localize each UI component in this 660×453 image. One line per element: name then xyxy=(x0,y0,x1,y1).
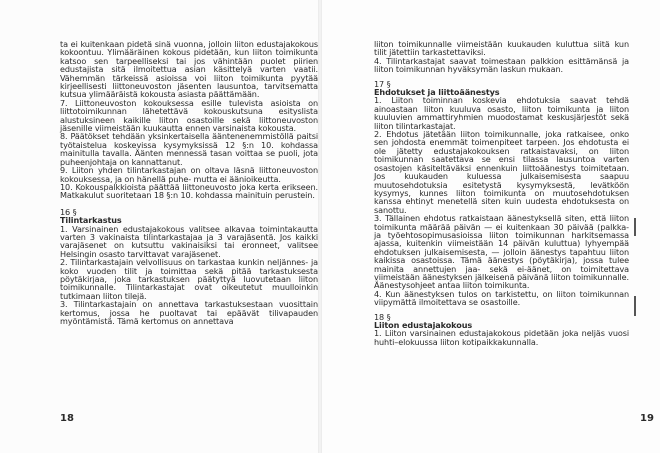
paragraph: 2. Tilintarkastajain velvollisuus on tarkastaa kunkin neljännes- ja koko vuoden tilit ja toimittaa sekä pitää tarkastuksesta pöytäkirjaa, joka tarkastuksen päätyttyä luovutetaan liiton toimikunnalle. Tilintarkastajat ovat oikeutetut muulloinkin tutkimaan liiton tilejä. xyxy=(60,257,318,301)
page-number: 18 xyxy=(60,413,74,424)
paragraph: 10. Kokouspalkkioista päättää liittoneuvosto joka kerta erikseen. Matkakulut suoritetaan 18 §:n 10. kohdassa mainituin perustein. xyxy=(60,181,318,201)
paragraph: ta ei kuitenkaan pidetä sinä vuonna, jolloin liiton edustajakokous kokoontuu. Ylimääräinen kokous pidetään, kun liiton toimikunta katsoo sen tarpeelliseksi tai jos vähintään puolet piirien edustajista sitä ilmoitettua asian käsittelyä varten vaatii. Vähemmän tärkeissä asioissa voi liiton toimikunta pyytää kirjeellisesti liittoneuvoston jäsenten lausuntoa, tarvitsematta kutsua ylimääräistä kokousta asiasta päättämään. xyxy=(60,39,318,100)
section-number: 16 § xyxy=(60,206,77,217)
section-17 xyxy=(374,80,629,307)
paragraph: 7. Liittoneuvoston kokouksessa esille tulevista asioista on liittotoimikunnan lähetettävä kokouskutsuna esityslista alustuksineen kaikille liiton osastoille sekä liittoneuvoston jäsenille viimeistään kuukautta ennen varsinaista kokousta. xyxy=(60,97,318,134)
left-page xyxy=(0,0,318,453)
margin-mark xyxy=(634,218,636,236)
right-page xyxy=(322,0,660,453)
paragraph: 8. Päätökset tehdään yksinkertaisella ääntenenemmistöllä paitsi työtaistelua koskevissa kysymyksissä 12 §:n 10. kohdassa mainitulla tavalla. Äänten mennessä tasan voittaa se puoli, jota puheenjohtaja on kannattanut. xyxy=(60,131,318,167)
paragraph: 1. Liiton varsinainen edustajakokous pidetään joka neljäs vuosi huhti–elokuussa liiton kotipaikkakunnalla. xyxy=(374,328,629,347)
page-number: 19 xyxy=(640,413,654,424)
section-number: 18 § xyxy=(374,311,391,322)
paragraph: 1. Liiton toiminnan koskevia ehdotuksia saavat tehdä ainoastaan liiton kuuluva osasto, liiton toimikunta ja liiton kuuluvien ammattiryhmien muodostamat keskusjärjestöt sekä liiton tilintarkastajat. xyxy=(374,95,629,131)
left-text-column xyxy=(60,40,318,325)
paragraph: 1. Varsinainen edustajakokous valitsee alkavaa toimintakautta varten 3 vakinaista tilintarkastajaa ja 3 varajäsentä. Jos kaikki varajäsenet on kutsuttu vakinaisiksi tai eronneet, valitsee Helsingin osasto tarvittavat varajäsenet. xyxy=(60,223,318,259)
margin-mark xyxy=(634,296,636,316)
section-18 xyxy=(374,313,629,347)
section-title: Ehdotukset ja liittoäänestys xyxy=(374,87,500,98)
right-text-column xyxy=(374,40,629,346)
paragraph: 4. Kun äänestyksen tulos on tarkistettu, on liiton toimikunnan viipymättä ilmoitettava se osastoille. xyxy=(374,288,629,308)
paragraph: liiton toimikunnalle viimeistään kuukauden kuluttua siitä kun tilit jätettiin tarkastettaviksi. xyxy=(374,39,629,58)
section-number: 17 § xyxy=(374,78,391,89)
paragraph: 9. Liiton yhden tilintarkastajan on oltava läsnä liittoneuvoston kokouksessa, ja on hänellä puhe- mutta ei äänioikeutta. xyxy=(60,165,318,184)
section-16 xyxy=(60,208,318,326)
paragraph: 3. Tällainen ehdotus ratkaistaan äänestyksellä siten, että liiton toimikunta määrää päivän — ei kuitenkaan 30 päivää (palkka- ja työehtosopimusasioissa liiton toimikunnan harkitsemassa ajassa, kuitenkin viimeistään 14 päivän kuluttua) lyhyempää ehdotuksen julkaisemisesta, — jolloin äänestys tapahtuu liiton kaikissa osastoissa. Tämä äänestys (pöytäkirja), jossa tulee mainita annettujen jaa- sekä ei-äänet, on toimitettava viimeistään äänestyksen jälkeisenä päivänä liiton toimikunnalle. Äänestysohjeet antaa liiton toimikunta. xyxy=(374,213,629,291)
paragraph: 4. Tilintarkastajat saavat toimestaan palkkion esittämänsä ja liiton toimikunnan hyväksymän laskun mukaan. xyxy=(374,55,629,75)
paragraph: 2. Ehdotus jätetään liiton toimikunnalle, joka ratkaisee, onko sen johdosta enemmät toimenpiteet tarpeen. Jos ehdotusta ei ole jätetty edustajakokouksen ratkaistavaksi, on liiton toimikunnan saatettava se ensi tilassa lausuntoa varten osastojen käsiteltäväksi ennenkuin liittoäänestys toimitetaan. Jos kuukauden kuluessa julkaisemisesta saapuu muutosehdotuksia esitetystä kysymyksestä, levätköön kysymys, kunnes liiton toimikunta on muutosehdotuksen kanssa ehtinyt menetellä siten kuin uudesta ehdotuksesta on sanottu. xyxy=(374,129,629,215)
section-title: Tilintarkastus xyxy=(60,215,122,226)
section-title: Liiton edustajakokous xyxy=(374,320,473,330)
paragraph: 3. Tilintarkastajain on annettava tarkastuksestaan vuosittain kertomus, jossa he puoltavat tai epäävät tilivapauden myöntämistä. Tämä kertomus on annettava xyxy=(60,299,318,326)
